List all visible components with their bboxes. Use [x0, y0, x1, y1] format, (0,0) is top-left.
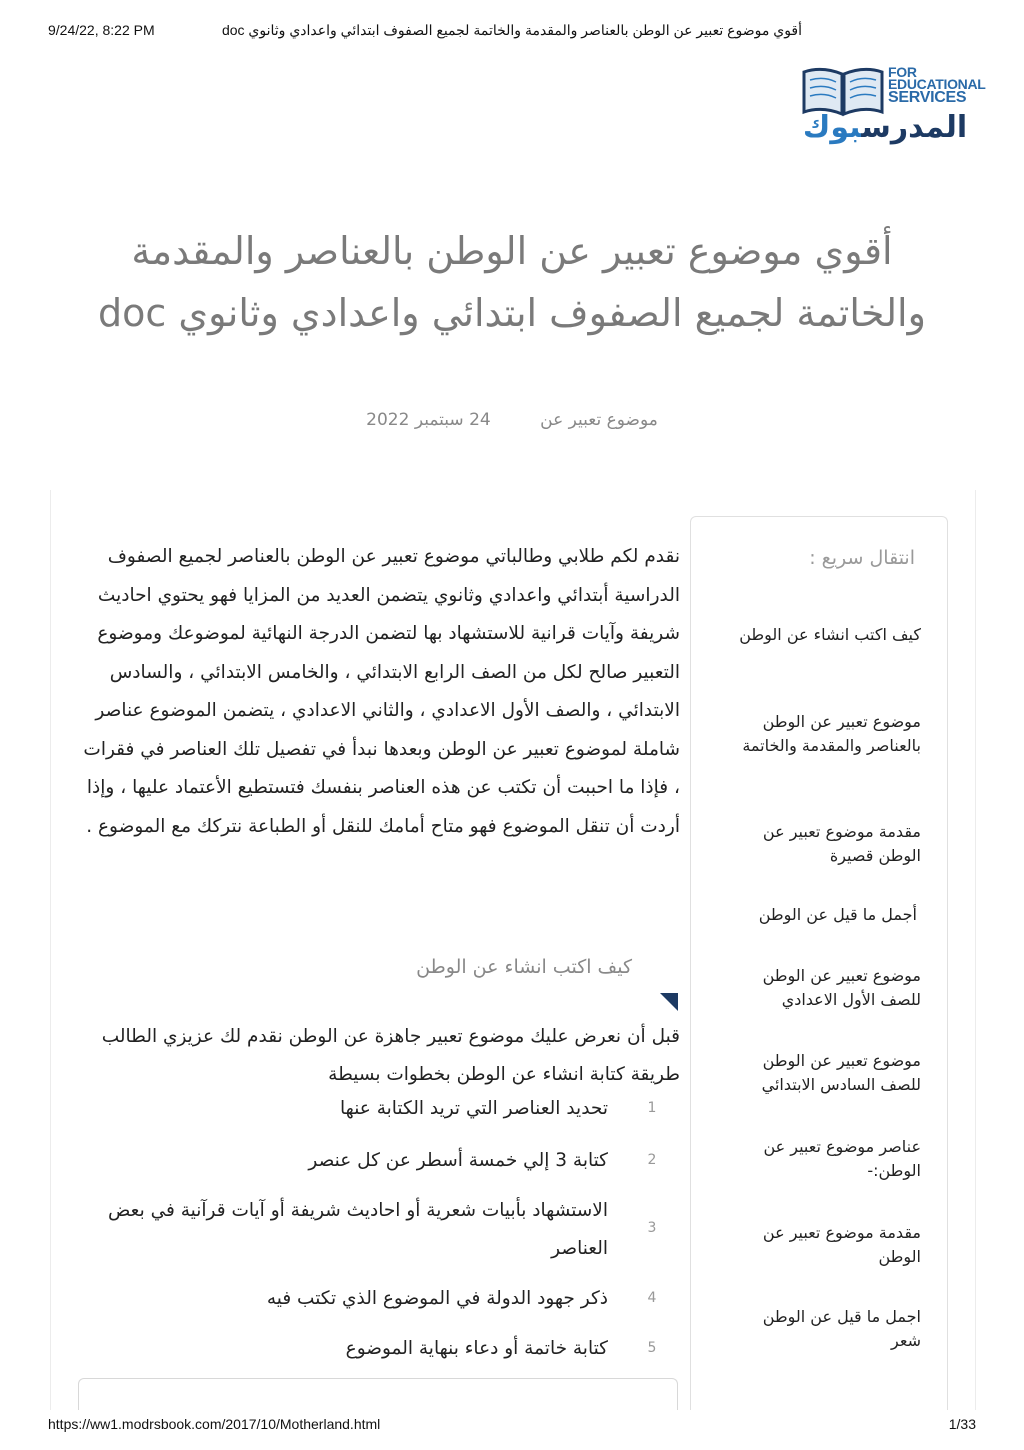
- step-number: 3: [647, 1220, 657, 1236]
- print-footer: [48, 1410, 976, 1450]
- quick-nav-item[interactable]: مقدمة موضوع تعبير عن الوطن قصيرة: [762, 822, 921, 865]
- section-heading: كيف اكتب انشاء عن الوطن: [416, 956, 632, 978]
- step-text: تحديد العناصر التي تريد الكتابة عنها: [340, 1098, 608, 1119]
- logo-en-line2: EDUCATIONAL: [888, 76, 986, 92]
- step-text: كتابة 3 إلي خمسة أسطر عن كل عنصر: [308, 1150, 608, 1171]
- quick-nav-item[interactable]: موضوع تعبير عن الوطن للصف الأول الاعدادي: [762, 966, 921, 1009]
- print-url: https://ww1.modrsbook.com/2017/10/Motherland.html: [48, 1416, 381, 1432]
- print-page-number: 1/33: [948, 1416, 976, 1432]
- print-doc-title: أقوي موضوع تعبير عن الوطن بالعناصر والمقدمة والخاتمة لجميع الصفوف ابتدائي واعدادي وثانوي doc: [221, 22, 803, 38]
- corner-triangle-icon: [660, 993, 678, 1011]
- step-text: ذكر جهود الدولة في الموضوع الذي تكتب فيه: [266, 1288, 608, 1309]
- site-logo[interactable]: [796, 60, 986, 150]
- logo-english-text: [888, 64, 986, 106]
- step-number: 2: [647, 1152, 657, 1168]
- step-number: 1: [647, 1100, 657, 1116]
- quick-nav-item[interactable]: أجمل ما قيل عن الوطن: [758, 905, 917, 924]
- step-number: 4: [647, 1290, 657, 1306]
- quick-nav-item[interactable]: عناصر موضوع تعبير عن الوطن:-: [763, 1137, 921, 1180]
- step-text: كتابة خاتمة أو دعاء بنهاية الموضوع: [345, 1338, 608, 1359]
- quick-nav-sidebar: [690, 516, 948, 1437]
- quick-nav-title: انتقال سريع :: [809, 547, 915, 569]
- section-paragraph: قبل أن نعرض عليك موضوع تعبير جاهزة عن الوطن نقدم لك عزيزي الطالب طريقة كتابة انشاء عن الوطن بخطوات بسيطة: [101, 1026, 680, 1085]
- step-text: الاستشهاد بأبيات شعرية أو احاديث شريفة أو آيات قرآنية في بعض العناصر: [108, 1200, 608, 1259]
- post-meta: [0, 410, 1024, 430]
- page-title: أقوي موضوع تعبير عن الوطن بالعناصر والمقدمة والخاتمة لجميع الصفوف ابتدائي واعدادي وثانوي doc: [98, 229, 926, 335]
- step-number: 5: [647, 1340, 657, 1356]
- print-header: [48, 22, 976, 42]
- logo-ar-part2: بوك: [802, 110, 862, 145]
- logo-en-line1: FOR: [888, 64, 917, 80]
- print-datetime: 9/24/22, 8:22 PM: [48, 22, 155, 38]
- quick-nav-item[interactable]: موضوع تعبير عن الوطن بالعناصر والمقدمة والخاتمة: [742, 712, 921, 755]
- quick-nav-item[interactable]: مقدمة موضوع تعبير عن الوطن: [762, 1223, 921, 1266]
- logo-en-line3: SERVICES: [888, 89, 967, 106]
- quick-nav-item[interactable]: موضوع تعبير عن الوطن للصف السادس الابتدائي: [761, 1051, 921, 1094]
- post-date: 24 سبتمبر 2022: [366, 410, 491, 430]
- category-link[interactable]: موضوع تعبير عن: [540, 410, 658, 430]
- quick-nav-item[interactable]: اجمل ما قيل عن الوطن شعر: [762, 1307, 921, 1350]
- quick-nav-item[interactable]: كيف اكتب انشاء عن الوطن: [739, 625, 921, 644]
- logo-ar-part1: المدرس: [861, 110, 968, 145]
- logo-arabic-text: [796, 110, 974, 146]
- intro-paragraph: نقدم لكم طلابي وطالباتي موضوع تعبير عن الوطن بالعناصر لجميع الصفوف الدراسية أبتدائي واعدادي وثانوي يتضمن العديد من المزايا فهو يحتوي احاديث شريفة وآيات قرانية للاستشهاد بها لتضمن الدرجة النهائية لموضوعك وموضوع التعبير صالح لكل من الصف الرابع الابتدائي ، والخامس الابتدائي ، والسادس الابتدائي ، والصف الأول الاعدادي ، والثاني الاعدادي ، يتضمن الموضوع عناصر شاملة لموضوع تعبير عن الوطن وبعدها نبدأ في تفصيل تلك العناصر في فقرات ، فإذا ما احببت أن تكتب عن هذه العناصر بنفسك فتستطيع الأعتماد عليها ، وإذا أردت أن تنقل الموضوع فهو متاح أمامك للنقل أو الطباعة نتركك مع الموضوع .: [83, 546, 680, 837]
